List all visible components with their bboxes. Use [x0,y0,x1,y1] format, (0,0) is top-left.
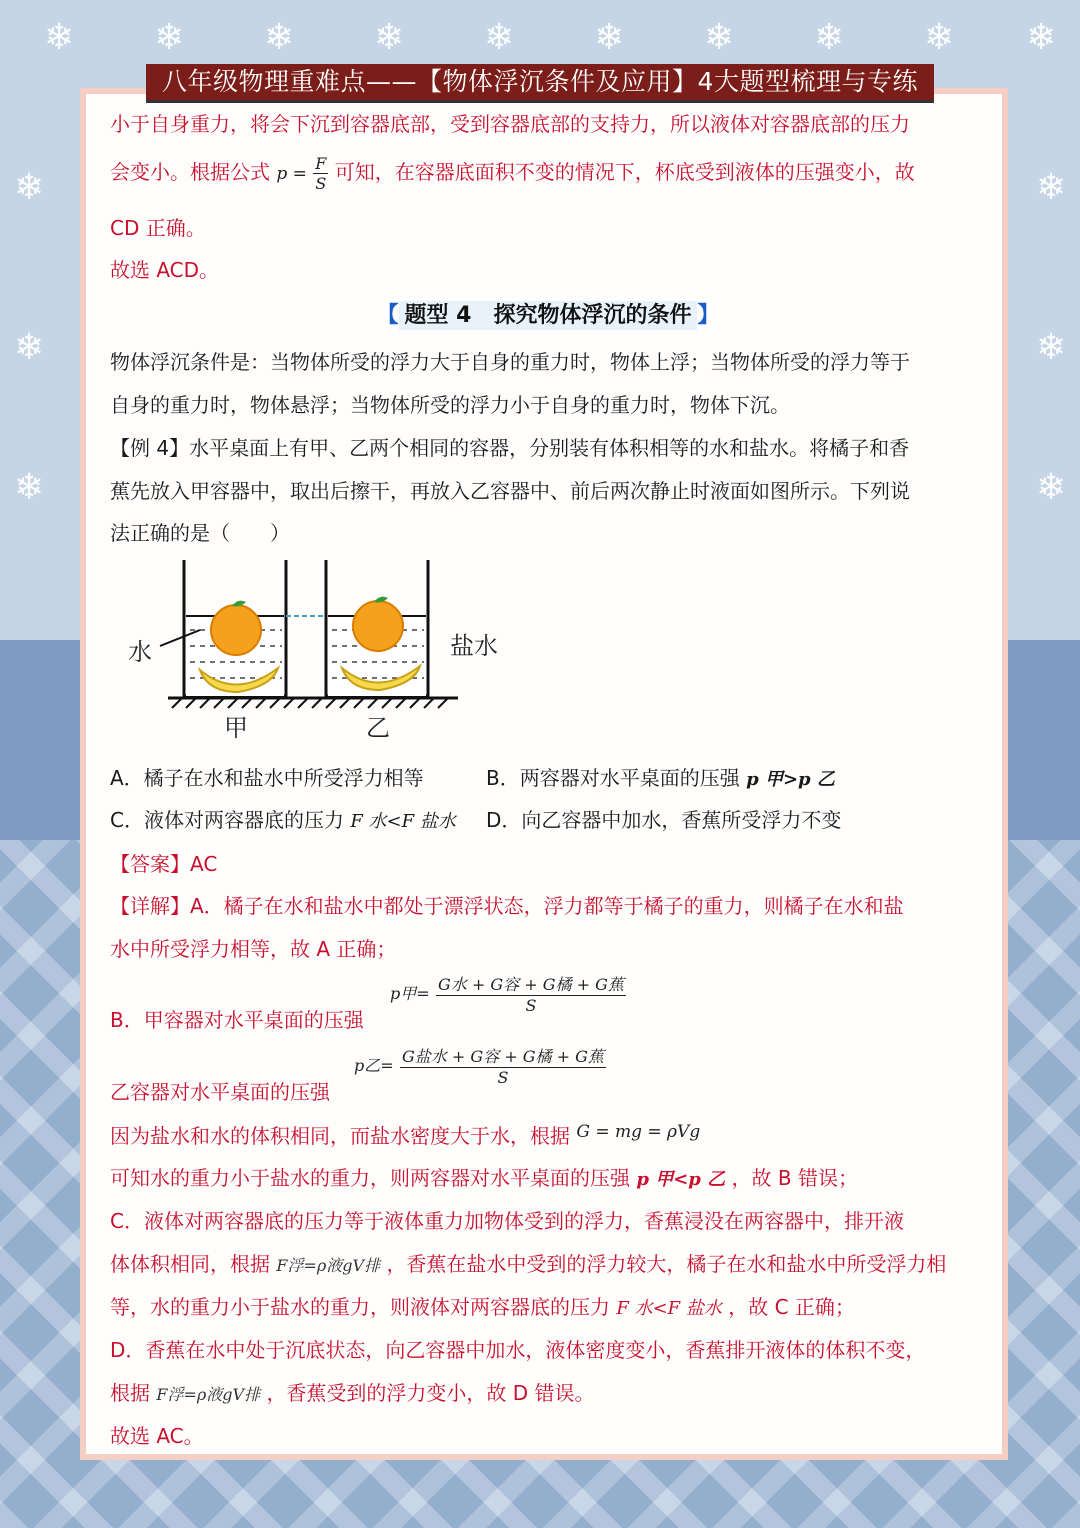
orange-jia [211,605,261,655]
detail-line-5 [110,1120,700,1149]
detail-line-9-text: 等，水的重力小于盐水的重力，则液体对两容器底的压力 [110,1295,610,1319]
example-figure [128,560,548,744]
option-c [110,804,456,833]
label-jia: 甲 [224,714,248,742]
example-line-2: 蕉先放入甲容器中，取出后擦干，再放入乙容器中、前后两次静止时液面如图所示。下列说 [110,479,910,503]
detail-line-8-a: 体体积相同，根据 [110,1252,270,1276]
section-title [110,298,986,329]
example-line-1: 【例 4】水平桌面上有甲、乙两个相同的容器，分别装有体积相等的水和盐水。将橘子和香 [110,436,910,460]
detail-line-11-b: ，香蕉受到的浮力变小，故 D 错误。 [266,1381,595,1405]
snowflake-icon: ❄ [704,17,735,58]
formula-p-yi-den: S [497,1068,509,1087]
label-salt-water: 盐水 [450,632,498,660]
snowflake-icon: ❄ [1036,327,1067,368]
detail-line-1: 【详解】A．橘子在水和盐水中都处于漂浮状态，浮力都等于橘子的重力，则橘子在水和盐 [110,894,904,918]
prev-text-a: 会变小。根据公式 [110,160,270,184]
snowflake-icon: ❄ [484,17,515,58]
snowflake-icon: ❄ [1026,17,1057,58]
answer: 【答案】AC [110,852,218,876]
formula-gravity: G = mg = ρVg [576,1122,701,1142]
detail-line-11 [110,1377,595,1406]
detail-line-11-a: 根据 [110,1381,150,1405]
section-title-text: 题型 4 探究物体浮沉的条件 [399,301,698,330]
snowflake-icon: ❄ [594,17,625,58]
snowflake-icon: ❄ [14,167,45,208]
option-c-text: C．液体对两容器底的压力 [110,808,344,832]
detail-line-6-text: 可知水的重力小于盐水的重力，则两容器对水平桌面的压强 [110,1166,630,1190]
snowflake-icon: ❄ [374,17,405,58]
label-yi: 乙 [366,714,390,742]
detail-line-2: 水中所受浮力相等，故 A 正确； [110,937,397,961]
orange-yi [353,601,403,651]
option-b [486,762,835,791]
option-a: A．橘子在水和盐水中所受浮力相等 [110,766,424,790]
formula-p-yi [354,1044,606,1087]
detail-line-9-math: F 水<F 盐水 [616,1298,722,1319]
detail-line-9-end: ，故 C 正确； [728,1295,855,1319]
example-line-3: 法正确的是（ ） [110,521,290,545]
detail-line-3: B．甲容器对水平桌面的压强 [110,1008,364,1032]
detail-line-6 [110,1162,858,1191]
formula-denominator: S [315,174,327,193]
detail-line-8 [110,1248,946,1277]
prev-text-b: 可知，在容器底面积不变的情况下，杯底受到液体的压强变小，故 [334,160,915,184]
detail-line-10: D．香蕉在水中处于沉底状态，向乙容器中加水，液体密度变小，香蕉排开液体的体积不变， [110,1338,926,1362]
snowflake-icon: ❄ [44,17,75,58]
snowflake-icon: ❄ [1036,167,1067,208]
formula-numerator: F [315,154,327,173]
snowflake-icon: ❄ [1036,467,1067,508]
detail-line-4: 乙容器对水平桌面的压强 [110,1080,330,1104]
intro-line-2: 自身的重力时，物体悬浮；当物体所受的浮力小于自身的重力时，物体下沉。 [110,393,790,417]
prev-answer-line-1: 小于自身重力，将会下沉到容器底部，受到容器底部的支持力，所以液体对容器底部的压力 [110,112,910,136]
bracket-right: 】 [697,303,720,328]
formula-p-yi-fraction [400,1044,606,1087]
detail-line-6-math: p 甲<p 乙 [636,1169,726,1190]
formula-p-jia [390,972,626,1015]
formula-buoyancy: F浮=ρ液gV排 [276,1256,381,1275]
option-d: D．向乙容器中加水，香蕉所受浮力不变 [486,808,842,832]
detail-line-5-text: 因为盐水和水的体积相同，而盐水密度大于水，根据 [110,1124,570,1148]
label-water: 水 [128,638,152,666]
formula-p-yi-lhs: p乙= [354,1056,394,1075]
bracket-left: 【 [376,303,399,328]
formula-buoyancy-2: F浮=ρ液gV排 [156,1385,261,1404]
document-page [80,88,1008,1460]
prev-answer-line-4: 故选 ACD。 [110,258,220,282]
formula-p-jia-den: S [525,996,537,1015]
detail-line-9 [110,1291,855,1320]
snowflake-icon: ❄ [264,17,295,58]
snowflake-icon: ❄ [14,467,45,508]
detail-line-7: C．液体对两容器底的压力等于液体重力加物体受到的浮力，香蕉浸没在两容器中，排开液 [110,1209,904,1233]
formula-p-fraction [313,154,328,193]
formula-p-jia-fraction [436,972,626,1015]
snowflake-icon: ❄ [814,17,845,58]
intro-line-1: 物体浮沉条件是：当物体所受的浮力大于自身的重力时，物体上浮；当物体所受的浮力等于 [110,350,910,374]
option-b-math: p 甲>p 乙 [746,769,835,790]
detail-line-6-end: ，故 B 错误； [731,1166,858,1190]
formula-p-yi-num: G盐水 + G容 + G橘 + G蕉 [400,1044,606,1068]
formula-p-jia-num: G水 + G容 + G橘 + G蕉 [436,972,626,996]
option-b-text: B．两容器对水平桌面的压强 [486,766,740,790]
page-title: 八年级物理重难点——【物体浮沉条件及应用】4大题型梳理与专练 [146,64,934,103]
prev-answer-line-2 [110,154,915,193]
option-c-math: F 水<F 盐水 [350,811,456,832]
formula-p-jia-lhs: p甲= [390,984,430,1003]
detail-line-12: 故选 AC。 [110,1424,204,1448]
snowflake-icon: ❄ [154,17,185,58]
snowflake-icon: ❄ [14,327,45,368]
formula-p-lhs: p = [276,164,307,184]
prev-answer-line-3: CD 正确。 [110,216,206,240]
snowflake-icon: ❄ [924,17,955,58]
detail-line-8-b: ，香蕉在盐水中受到的浮力较大，橘子在水和盐水中所受浮力相 [386,1252,947,1276]
